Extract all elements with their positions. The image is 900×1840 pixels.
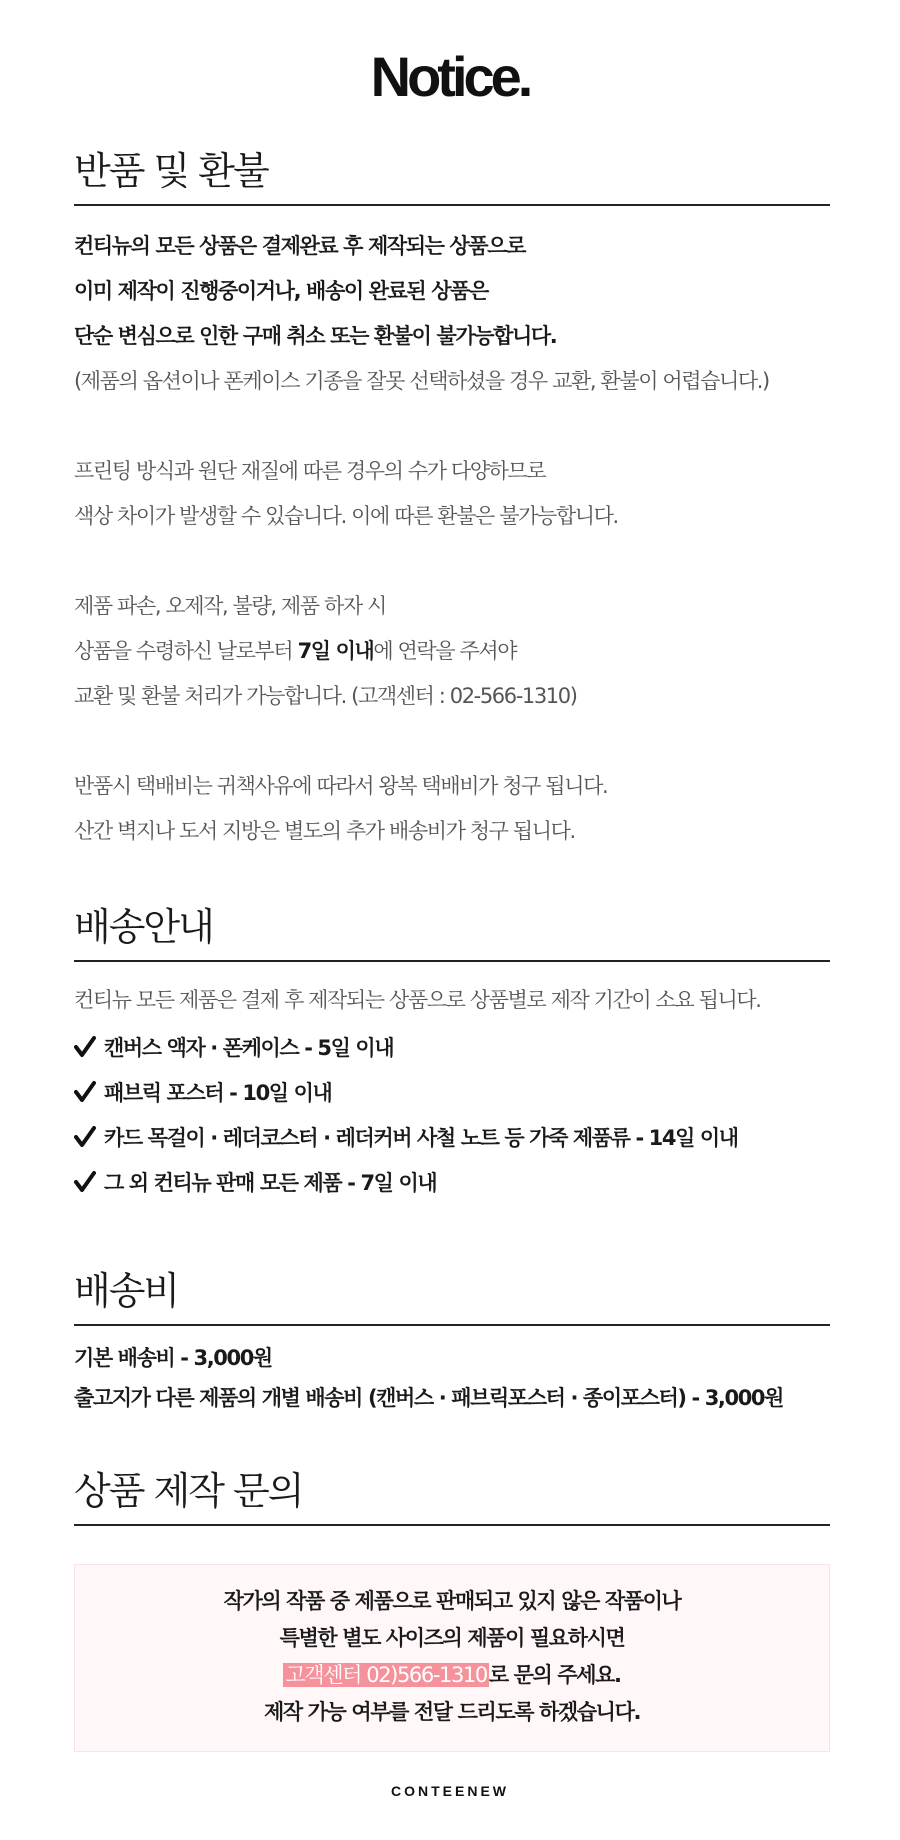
refund-section: [74, 150, 830, 854]
refund-text-line: 색상 차이가 발생할 수 있습니다. 이에 따른 환불은 불가능합니다.: [74, 503, 618, 528]
inquiry-text-line: 작가의 작품 중 제품으로 판매되고 있지 않은 작품이나: [223, 1589, 681, 1613]
refund-text-line: 이미 제작이 진행중이거나, 배송이 완료된 상품은: [74, 278, 488, 303]
customer-center-highlight: 고객센터 02)566-1310: [285, 1663, 487, 1687]
shipping-list-item: [74, 1160, 830, 1205]
refund-note: (제품의 옵션이나 폰케이스 기종을 잘못 선택하셨을 경우 교환, 환불이 어렵습니다.): [74, 368, 769, 393]
refund-text-line: 단순 변심으로 인한 구매 취소 또는 환불이 불가능합니다.: [74, 323, 557, 348]
inquiry-heading: 상품 제작 문의: [74, 1470, 830, 1526]
check-icon: [74, 1035, 96, 1059]
refund-paragraph-1: [74, 224, 830, 404]
refund-text-line: 제품 파손, 오제작, 불량, 제품 하자 시: [74, 593, 386, 618]
shipping-list-item: [74, 1070, 830, 1115]
refund-contact-line: 교환 및 환불 처리가 가능합니다. (고객센터 : 02-566-1310): [74, 683, 577, 708]
refund-heading: 반품 및 환불: [74, 150, 830, 206]
check-icon: [74, 1170, 96, 1194]
page-title: Notice.: [370, 45, 530, 108]
shipping-list-item: [74, 1115, 830, 1160]
shipping-item-text: 그 외 컨티뉴 판매 모든 제품 - 7일 이내: [104, 1171, 437, 1196]
inquiry-text-line: 특별한 별도 사이즈의 제품이 필요하시면: [279, 1626, 625, 1650]
inquiry-box: [74, 1564, 830, 1752]
fee-heading: 배송비: [74, 1270, 830, 1326]
refund-paragraph-4: [74, 764, 830, 854]
deadline-emphasis: 7일 이내: [297, 638, 374, 663]
shipping-item-text: 카드 목걸이 · 레더코스터 · 레더커버 사철 노트 등 가죽 제품류 - 14일 이내: [104, 1126, 738, 1151]
shipping-list: [74, 1025, 830, 1205]
shipping-section: [74, 906, 830, 1205]
deadline-prefix: 상품을 수령하신 날로부터: [74, 638, 298, 663]
deadline-suffix: 에 연락을 주셔야: [373, 638, 517, 663]
refund-text-line: 반품시 택배비는 귀책사유에 따라서 왕복 택배비가 청구 됩니다.: [74, 773, 608, 798]
fee-section: [74, 1270, 830, 1418]
check-icon: [74, 1080, 96, 1104]
refund-deadline-line: [74, 629, 830, 674]
inquiry-text-line: 제작 가능 여부를 전달 드리도록 하겠습니다.: [263, 1700, 641, 1724]
brand-logo: CONTEENEW: [391, 1783, 509, 1799]
inquiry-contact-suffix: 로 문의 주세요.: [488, 1663, 621, 1687]
shipping-heading: 배송안내: [74, 906, 830, 962]
inquiry-contact-line: [75, 1657, 829, 1694]
fee-line: 기본 배송비 - 3,000원: [74, 1345, 272, 1370]
shipping-item-text: 캔버스 액자 · 폰케이스 - 5일 이내: [104, 1036, 394, 1061]
refund-text-line: 프린팅 방식과 원단 재질에 따른 경우의 수가 다양하므로: [74, 458, 546, 483]
refund-text-line: 산간 벽지나 도서 지방은 별도의 추가 배송비가 청구 됩니다.: [74, 818, 575, 843]
shipping-item-text: 패브릭 포스터 - 10일 이내: [104, 1081, 332, 1106]
shipping-list-item: [74, 1025, 830, 1070]
refund-text-line: 컨티뉴의 모든 상품은 결제완료 후 제작되는 상품으로: [74, 233, 525, 258]
check-icon: [74, 1125, 96, 1149]
shipping-intro: 컨티뉴 모든 제품은 결제 후 제작되는 상품으로 상품별로 제작 기간이 소요 됩니다.: [74, 987, 761, 1012]
refund-paragraph-3: [74, 584, 830, 719]
refund-paragraph-2: [74, 449, 830, 539]
inquiry-section: [74, 1470, 830, 1526]
fee-list: [74, 1338, 830, 1418]
fee-line: 출고지가 다른 제품의 개별 배송비 (캔버스 · 패브릭포스터 · 종이포스터) - 3,000원: [74, 1385, 784, 1410]
